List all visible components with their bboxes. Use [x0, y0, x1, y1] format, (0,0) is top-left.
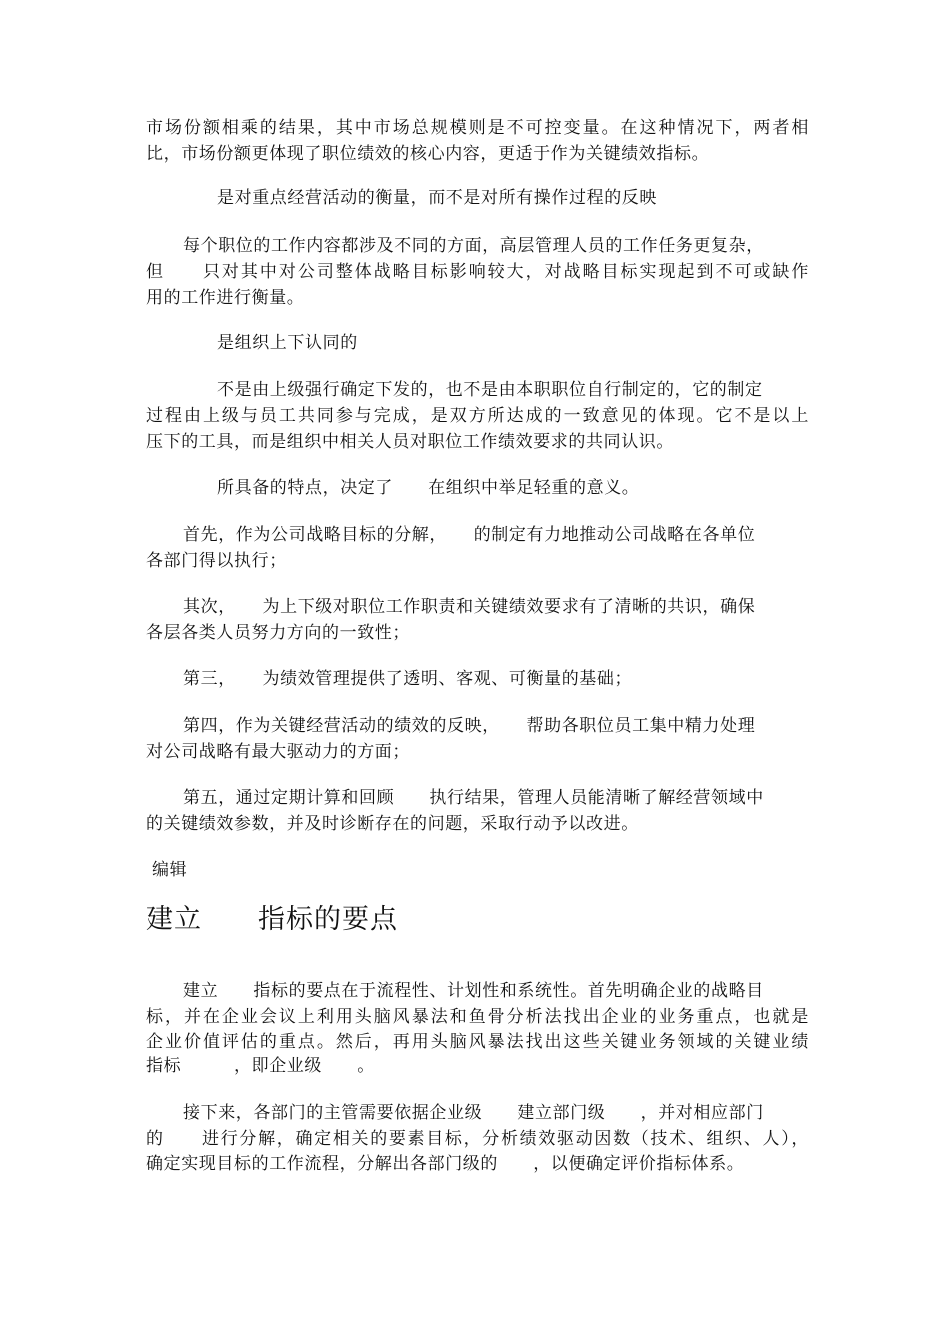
paragraph-line: 其次， 为上下级对职位工作职责和关键绩效要求有了清晰的共识，确保	[183, 597, 756, 617]
paragraph-line: 但 只对其中对公司整体战略目标影响较大，对战略目标实现起到不可或缺作	[146, 262, 809, 282]
paragraph-line: 市场份额相乘的结果，其中市场总规模则是不可控变量。在这种情况下，两者相	[146, 118, 809, 138]
paragraph-line: 确定实现目标的工作流程，分解出各部门级的 ，以便确定评价指标体系。	[146, 1154, 745, 1174]
paragraph-line: 各部门得以执行；	[146, 551, 287, 571]
subheading-line: 是对重点经营活动的衡量，而不是对所有操作过程的反映	[217, 188, 657, 208]
paragraph-line: 每个职位的工作内容都涉及不同的方面，高层管理人员的工作任务更复杂，	[183, 236, 764, 256]
paragraph-line: 企业价值评估的重点。然后，再用头脑风暴法找出这些关键业务领域的关键业绩	[146, 1032, 809, 1052]
paragraph-line: 建立 指标的要点在于流程性、计划性和系统性。首先明确企业的战略目	[183, 981, 764, 1001]
paragraph-line: 标，并在企业会议上利用头脑风暴法和鱼骨分析法找出企业的业务重点，也就是	[146, 1007, 809, 1027]
section-heading: 建立 指标的要点	[146, 904, 398, 935]
paragraph-line: 接下来，各部门的主管需要依据企业级 建立部门级 ，并对相应部门	[183, 1103, 764, 1123]
paragraph-line: 用的工作进行衡量。	[146, 288, 305, 308]
paragraph-line: 过程由上级与员工共同参与完成，是双方所达成的一致意见的体现。它不是以上	[146, 406, 809, 426]
paragraph-line: 指标 ，即企业级 。	[146, 1056, 375, 1076]
paragraph-line: 各层各类人员努力方向的一致性；	[146, 623, 410, 643]
paragraph-line: 比，市场份额更体现了职位绩效的核心内容，更适于作为关键绩效指标。	[146, 144, 710, 164]
paragraph-line: 所具备的特点，决定了 在组织中举足轻重的意义。	[217, 478, 640, 498]
paragraph-line: 压下的工具，而是组织中相关人员对职位工作绩效要求的共同认识。	[146, 432, 674, 452]
paragraph-line: 的 进行分解，确定相关的要素目标，分析绩效驱动因数（技术、组织、人），	[146, 1129, 809, 1149]
paragraph-line: 首先，作为公司战略目标的分解， 的制定有力地推动公司战略在各单位	[183, 525, 756, 545]
paragraph-line: 第五，通过定期计算和回顾 执行结果，管理人员能清晰了解经营领域中	[183, 788, 764, 808]
paragraph-line: 不是由上级强行确定下发的，也不是由本职职位自行制定的，它的制定	[217, 380, 763, 400]
subheading-line: 是组织上下认同的	[217, 333, 358, 353]
paragraph-line: 的关键绩效参数，并及时诊断存在的问题，采取行动予以改进。	[146, 814, 639, 834]
paragraph-line: 第四，作为关键经营活动的绩效的反映， 帮助各职位员工集中精力处理	[183, 716, 756, 736]
edit-link[interactable]: 编辑	[152, 860, 188, 880]
paragraph-line: 第三， 为绩效管理提供了透明、客观、可衡量的基础；	[183, 669, 633, 689]
paragraph-line: 对公司战略有最大驱动力的方面；	[146, 742, 410, 762]
